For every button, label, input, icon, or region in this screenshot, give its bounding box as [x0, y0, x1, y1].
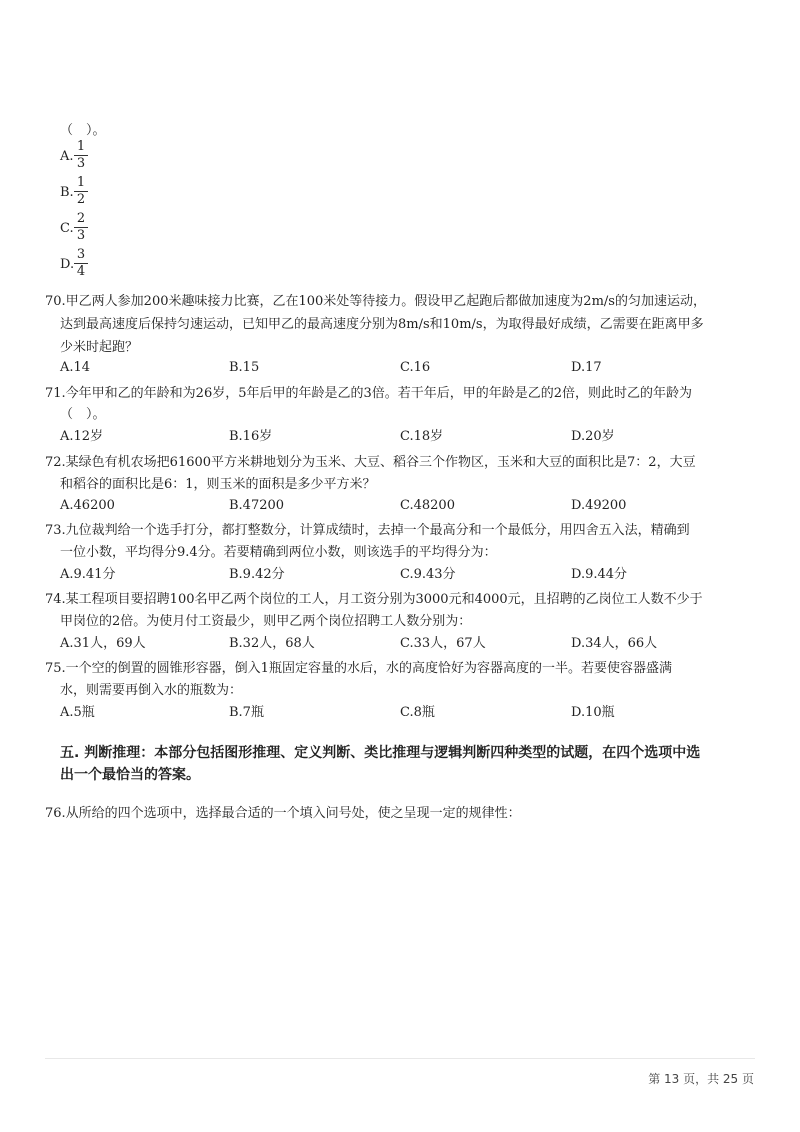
q71-option-c: C.18岁: [400, 429, 444, 444]
fraction-numerator: 1: [76, 175, 86, 190]
q70-option-c: C.16: [400, 360, 431, 375]
fraction-denominator: 2: [76, 192, 86, 207]
q73-option-c: C.9.43分: [400, 567, 456, 582]
fraction-numerator: 2: [76, 211, 86, 226]
q69-option-a-fraction: [74, 140, 88, 171]
q75-stem-line-1: 75.一个空的倒置的圆锥形容器，倒入1瓶固定容量的水后，水的高度恰好为容器高度的一半。若要使容器盛满: [45, 661, 672, 676]
q71-option-a: A.12岁: [60, 429, 104, 444]
fraction-numerator: 3: [76, 247, 86, 262]
q74-stem-line-2: 甲岗位的2倍。为使月付工资最少，则甲乙两个岗位招聘工人数分别为：: [60, 614, 472, 629]
q73-stem-line-1: 73.九位裁判给一个选手打分，都打整数分，计算成绩时，去掉一个最高分和一个最低分，用四舍五入法，精确到: [45, 523, 690, 538]
q72-stem-line-1: 72.某绿色有机农场把61600平方米耕地划分为玉米、大豆、稻谷三个作物区，玉米和大豆的面积比是7：2，大豆: [45, 455, 696, 470]
q69-option-d-label: D.: [60, 257, 75, 272]
page-number: 第 13 页，共 25 页: [648, 1072, 754, 1086]
q71-option-d: D.20岁: [571, 429, 615, 444]
q73-option-d: D.9.44分: [571, 567, 628, 582]
q71-option-b: B.16岁: [229, 429, 273, 444]
fraction-denominator: 3: [76, 228, 86, 243]
q72-option-b: B.47200: [229, 498, 285, 513]
q70-option-b: B.15: [229, 360, 260, 375]
q75-stem-line-2: 水，则需要再倒入水的瓶数为：: [60, 683, 243, 698]
q74-option-d: D.34人，66人: [571, 636, 658, 651]
q70-stem-line-3: 少米时起跑？: [60, 340, 139, 355]
q70-stem-line-2: 达到最高速度后保持匀速运动，已知甲乙的最高速度分别为8m/s和10m/s，为取得最好成绩，乙需要在距离甲多: [60, 317, 704, 332]
q73-option-b: B.9.42分: [229, 567, 285, 582]
q69-option-c-fraction: [74, 212, 88, 243]
q76-stem: 76.从所给的四个选项中，选择最合适的一个填入问号处，使之呈现一定的规律性：: [45, 806, 521, 821]
q74-option-c: C.33人，67人: [400, 636, 486, 651]
q70-stem-line-1: 70.甲乙两人参加200米趣味接力比赛，乙在100米处等待接力。假设甲乙起跑后都做加速度为2m/s的匀加速运动，: [45, 294, 706, 309]
q69-option-d-fraction: [74, 248, 88, 279]
q75-option-a: A.5瓶: [60, 705, 95, 720]
fraction-denominator: 3: [76, 156, 86, 171]
q70-option-d: D.17: [571, 360, 602, 375]
q75-option-b: B.7瓶: [229, 705, 264, 720]
q69-option-b-fraction: [74, 176, 88, 207]
q69-tail: （ ）。: [60, 123, 106, 138]
q72-option-a: A.46200: [60, 498, 115, 513]
section-5-heading-line-2: 出一个最恰当的答案。: [60, 767, 200, 783]
section-5-heading-line-1: 五. 判断推理：本部分包括图形推理、定义判断、类比推理与逻辑判断四种类型的试题，在四个选项中选: [60, 745, 701, 761]
q71-stem-line-1: 71.今年甲和乙的年龄和为26岁，5年后甲的年龄是乙的3倍。若干年后，甲的年龄是乙的2倍，则此时乙的年龄为: [45, 386, 693, 401]
q75-option-c: C.8瓶: [400, 705, 435, 720]
q74-option-a: A.31人，69人: [60, 636, 146, 651]
footer-divider: [45, 1058, 755, 1059]
section-5-heading: [60, 742, 760, 786]
q74-option-b: B.32人，68人: [229, 636, 315, 651]
q70-option-a: A.14: [60, 360, 91, 375]
q73-stem-line-2: 一位小数，平均得分9.4分。若要精确到两位小数，则该选手的平均得分为：: [60, 545, 497, 560]
q75-option-d: D.10瓶: [571, 705, 615, 720]
q72-option-c: C.48200: [400, 498, 455, 513]
q72-option-d: D.49200: [571, 498, 627, 513]
q73-option-a: A.9.41分: [60, 567, 116, 582]
q69-option-c-label: C.: [60, 221, 74, 236]
fraction-numerator: 1: [76, 139, 86, 154]
q74-stem-line-1: 74.某工程项目要招聘100名甲乙两个岗位的工人，月工资分别为3000元和4000元，且招聘的乙岗位工人数不少于: [45, 592, 703, 607]
q71-stem-line-2: （ ）。: [60, 407, 106, 422]
q72-stem-line-2: 和稻谷的面积比是6：1，则玉米的面积是多少平方米？: [60, 477, 376, 492]
q69-option-b-label: B.: [60, 185, 74, 200]
fraction-denominator: 4: [76, 264, 86, 279]
q69-option-a-label: A.: [60, 149, 74, 164]
